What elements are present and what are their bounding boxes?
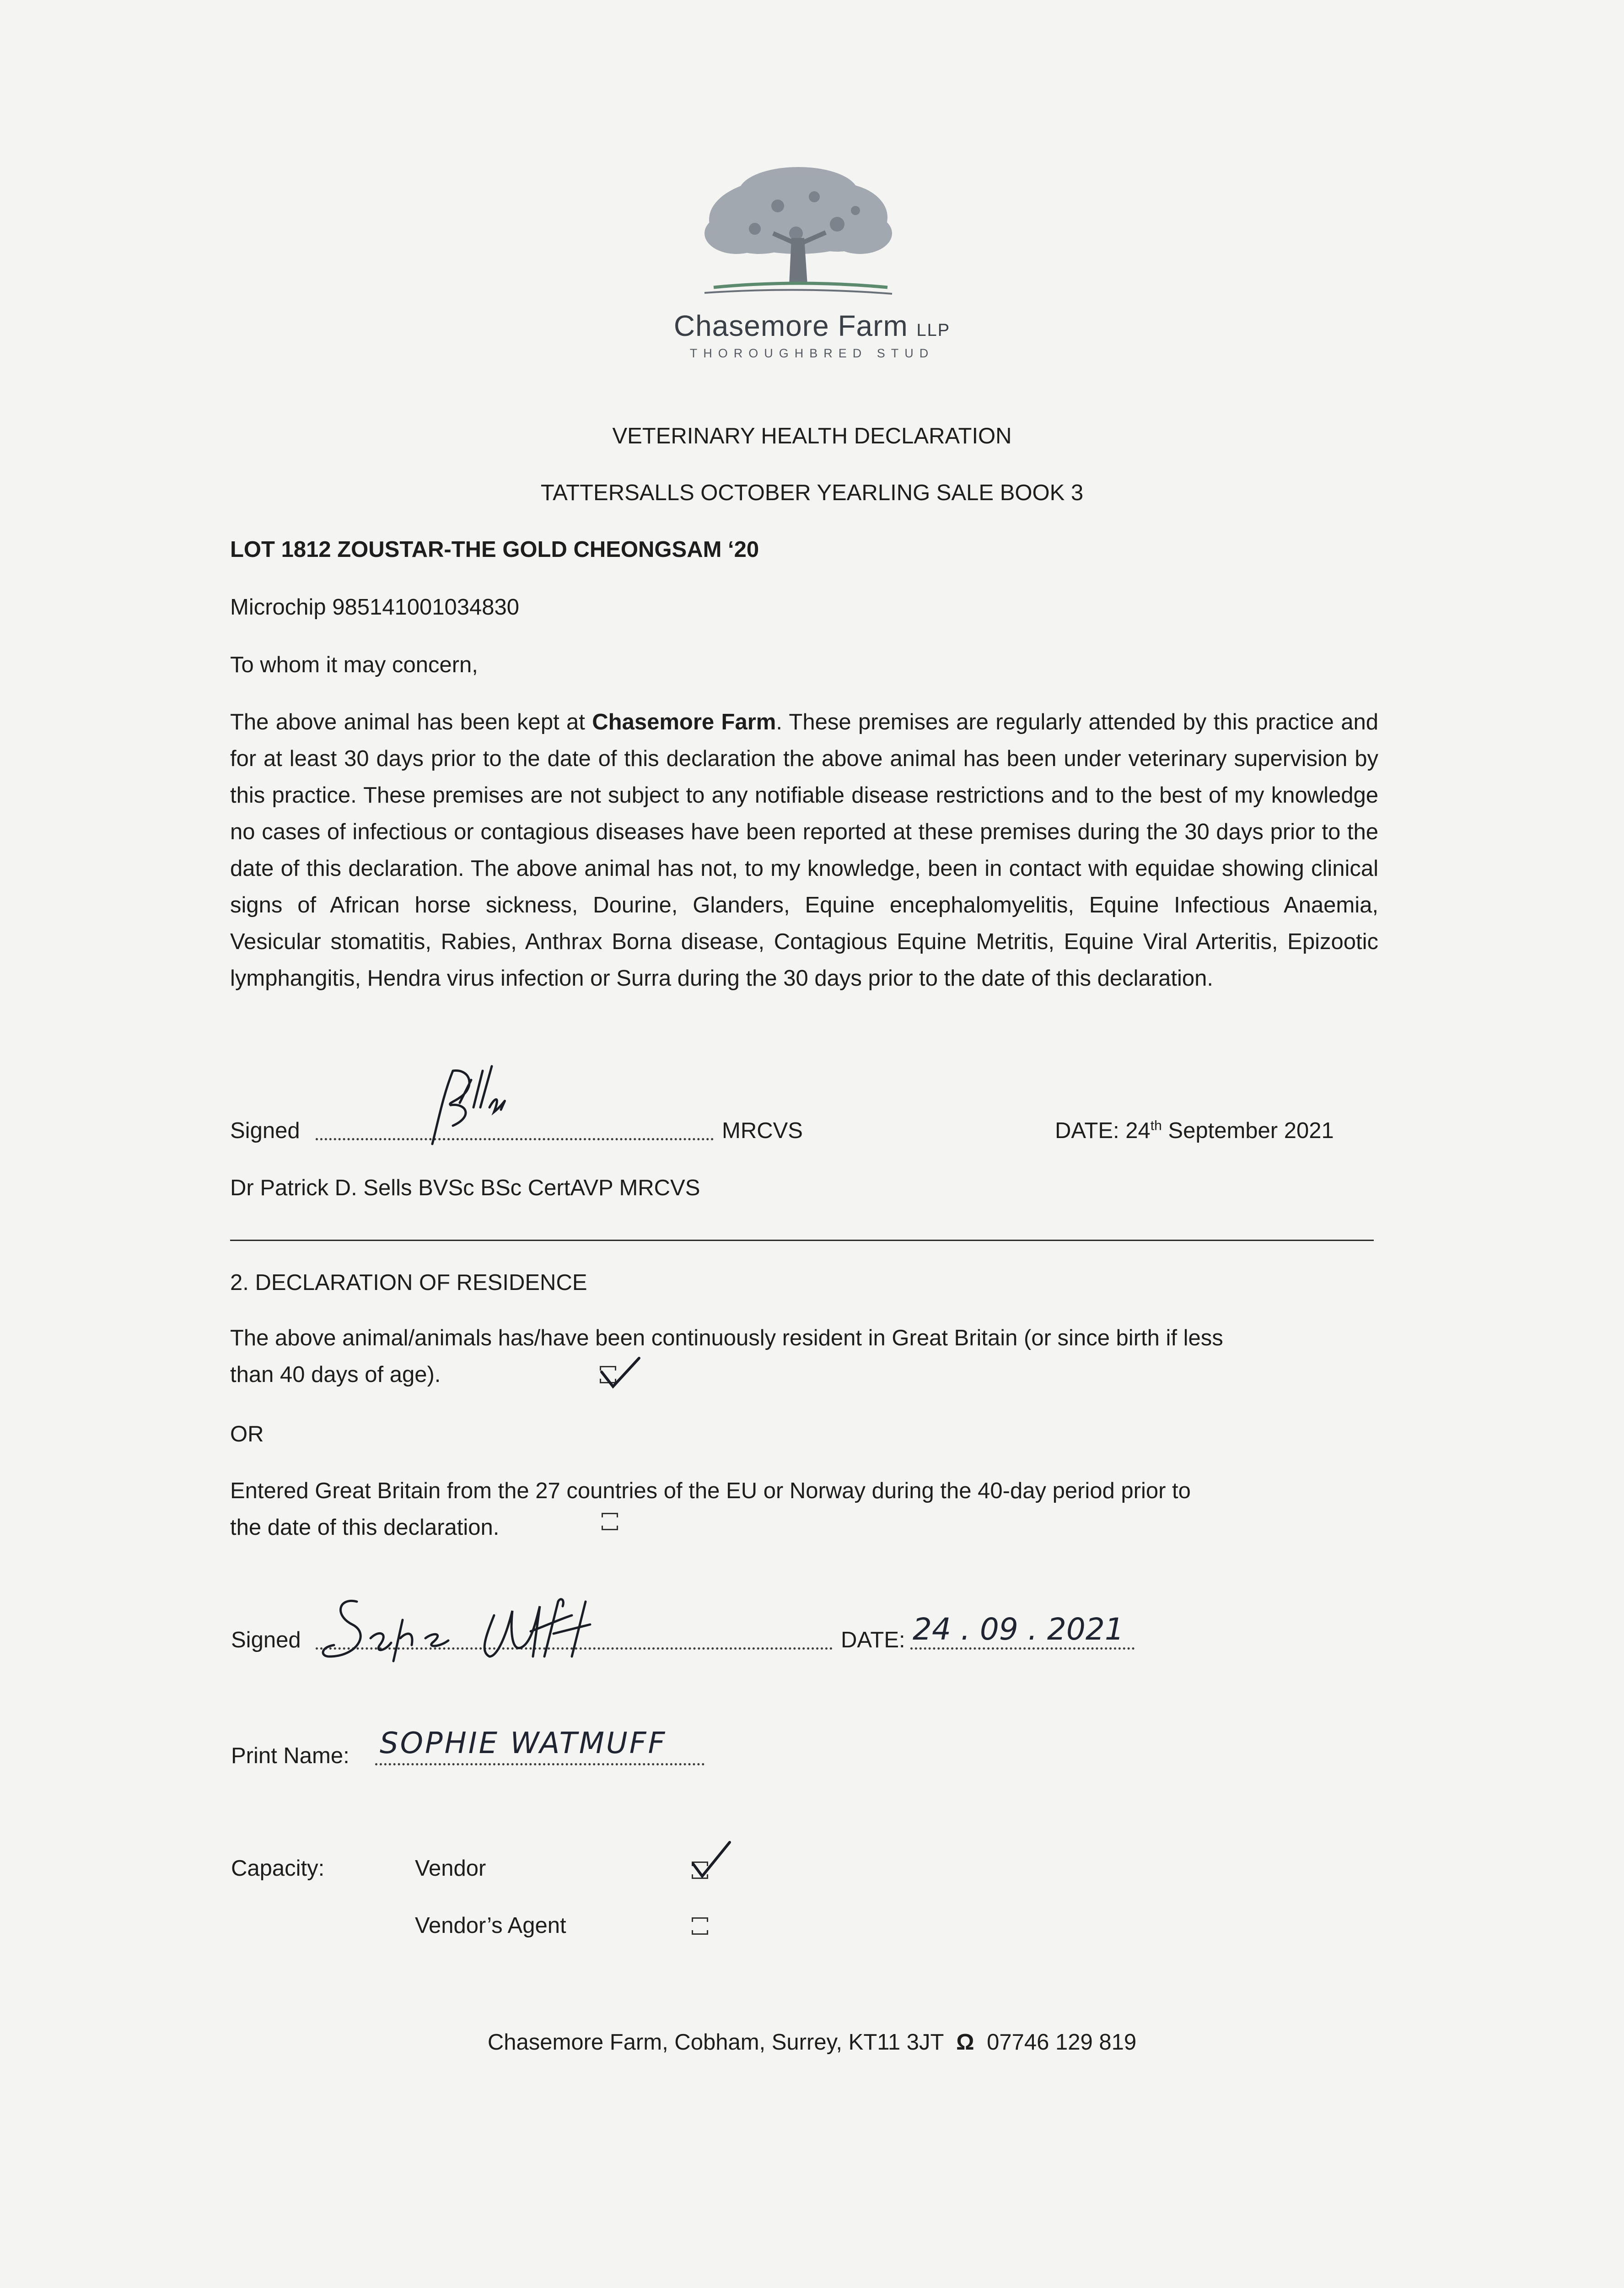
footer-contact [0, 2029, 1624, 2056]
mrcvs-label: MRCVS [722, 1118, 803, 1143]
checkmark-icon [688, 1839, 734, 1880]
print-name-label: Print Name: [231, 1743, 350, 1768]
vet-signed-label: Signed [230, 1118, 300, 1143]
vendor-date-value: 24 . 09 . 2021 [913, 1612, 1124, 1647]
health-declaration-paragraph: The above animal has been kept at Chasemore Farm. These premises are regularly attended by this practice and for at least 30 days prior to the date of this declaration the above animal has been under veterinary supervision by this practice. These premises are not subject to any notifiable disease restrictions and to the best of my knowledge no cases of infectious or contagious diseases have been reported at these premises during the 30 days prior to the date of this declaration. The above animal has not, to my knowledge, been in contact with equidae showing clinical signs of African horse sickness, Dourine, Glanders, Equine encephalomyelitis, Equine Infectious Anaemia, Vesicular stomatitis, Rabies, Anthrax Borna disease, Contagious Equine Metritis, Equine Viral Arteritis, Epizootic lymphangitis, Hendra virus infection or Surra during the 30 days prior to the date of this declaration. [230, 710, 1379, 991]
residence-option-2-text: Entered Great Britain from the 27 countries of the EU or Norway during the 40-day period prior to [230, 1479, 1191, 1503]
residence-option-2-text-2: the date of this declaration. [230, 1515, 500, 1540]
vet-declaration-date: DATE: 24th September 2021 [1055, 1118, 1334, 1143]
vendor-signed-label: Signed [231, 1628, 301, 1652]
salutation: To whom it may concern, [230, 653, 478, 677]
or-label: OR [230, 1422, 264, 1446]
checkmark-icon [597, 1354, 643, 1390]
print-name-value: SOPHIE WATMUFF [380, 1727, 667, 1760]
print-name-line [375, 1763, 704, 1765]
vendor-date-line [910, 1647, 1135, 1650]
company-subtitle: THOROUGHBRED STUD [689, 346, 935, 360]
sale-title: TATTERSALLS OCTOBER YEARLING SALE BOOK 3 [540, 480, 1084, 505]
oak-tree-icon [700, 165, 897, 307]
vendor-date-label: DATE: [841, 1628, 905, 1652]
capacity-label: Capacity: [231, 1856, 325, 1881]
footer-address: Chasemore Farm, Cobham, Surrey, KT11 3JT [487, 2030, 944, 2055]
handwritten-signature-icon [316, 1588, 618, 1675]
telephone-icon: Ω [956, 2030, 974, 2055]
vet-name: Dr Patrick D. Sells BVSc BSc CertAVP MRCVS [230, 1176, 700, 1200]
vendors-agent-checkbox[interactable] [692, 1917, 708, 1935]
footer-phone: 07746 129 819 [987, 2030, 1137, 2055]
handwritten-signature-icon [425, 1052, 535, 1153]
capacity-option-vendor: Vendor [415, 1856, 486, 1881]
document-title: VETERINARY HEALTH DECLARATION [612, 424, 1012, 448]
section-divider [230, 1240, 1374, 1241]
lot-title: LOT 1812 ZOUSTAR-THE GOLD CHEONGSAM ‘20 [230, 537, 759, 562]
company-name: Chasemore Farm LLP [673, 309, 951, 342]
residence-option-1-text: The above animal/animals has/have been continuously resident in Great Britain (or since birth if less [230, 1326, 1223, 1350]
residence-option-2-checkbox[interactable] [602, 1513, 618, 1530]
microchip-number: Microchip 985141001034830 [230, 595, 520, 620]
residence-option-1-text-2: than 40 days of age). [230, 1362, 441, 1387]
capacity-option-vendors-agent: Vendor’s Agent [415, 1913, 566, 1938]
residence-heading: 2. DECLARATION OF RESIDENCE [230, 1270, 587, 1295]
